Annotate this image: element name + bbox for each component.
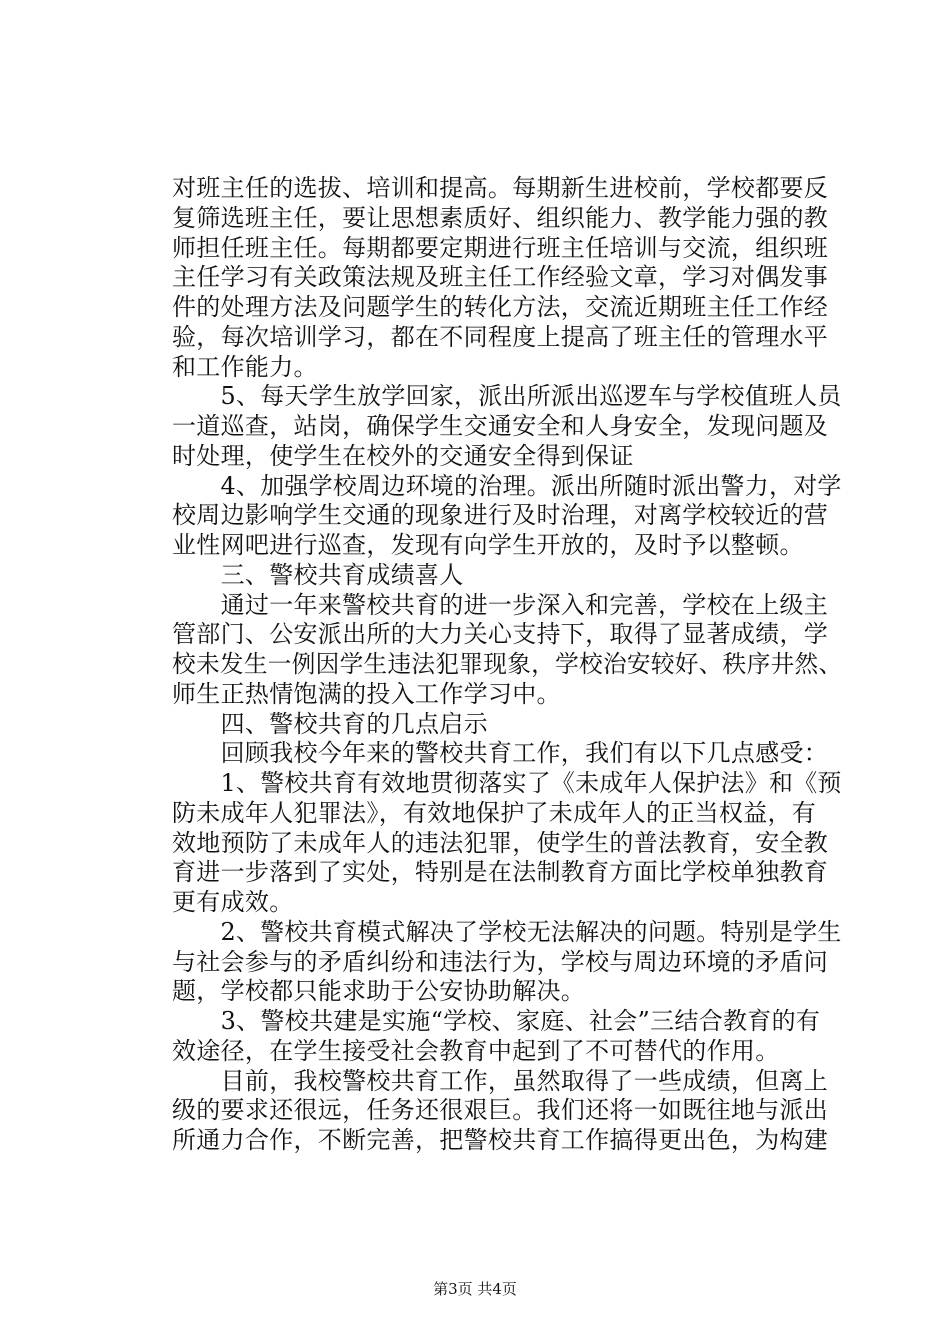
text-line: 三、警校共育成绩喜人 [172, 560, 464, 589]
text-line: 所通力合作，不断完善，把警校共育工作搞得更出色，为构建 [172, 1126, 829, 1154]
text-line: 目前，我校警校共育工作，虽然取得了一些成绩，但离上 [172, 1066, 829, 1095]
page-number: 第3页 共4页 [433, 1280, 517, 1298]
text-line: 对班主任的选拔、培训和提高。每期新生进校前，学校都要反 [172, 174, 829, 202]
text-line: 四、警校共育的几点启示 [172, 709, 488, 738]
text-line: 管部门、公安派出所的大力关心支持下，取得了显著成绩，学 [172, 620, 829, 649]
text-line: 育进一步落到了实处，特别是在法制教育方面比学校单独教育 [172, 858, 829, 887]
text-line: 1、警校共育有效地贯彻落实了《未成年人保护法》和《预 [172, 769, 842, 797]
text-line: 和工作能力。 [172, 352, 318, 381]
text-line: 5、每天学生放学回家，派出所派出巡逻车与学校值班人员 [172, 382, 842, 411]
text-line: 更有成效。 [172, 888, 294, 916]
text-line: 件的处理方法及问题学生的转化方法，交流近期班主任工作经 [172, 293, 829, 321]
text-line: 时处理，使学生在校外的交通安全得到保证 [172, 441, 634, 470]
text-line: 师担任班主任。每期都要定期进行班主任培训与交流，组织班 [172, 233, 829, 262]
text-line: 通过一年来警校共育的进一步深入和完善，学校在上级主 [172, 590, 829, 619]
text-line: 防未成年人犯罪法》，有效地保护了未成年人的正当权益，有 [172, 798, 817, 827]
text-line: 校未发生一例因学生违法犯罪现象，学校治安较好、秩序井然、 [172, 650, 843, 678]
text-line: 一道巡查，站岗，确保学生交通安全和人身安全，发现问题及 [172, 412, 829, 440]
text-line: 题，学校都只能求助于公安协助解决。 [172, 977, 586, 1006]
text-line: 2、警校共育模式解决了学校无法解决的问题。特别是学生 [172, 917, 842, 946]
text-line: 效途径，在学生接受社会教育中起到了不可替代的作用。 [172, 1036, 780, 1065]
text-line: 回顾我校今年来的警校共育工作，我们有以下几点感受： [172, 739, 829, 768]
document-body [172, 174, 842, 1156]
text-line: 4、加强学校周边环境的治理。派出所随时派出警力，对学 [172, 471, 842, 500]
text-line: 效地预防了未成年人的违法犯罪，使学生的普法教育，安全教 [172, 828, 829, 857]
text-line: 与社会参与的矛盾纠纷和违法行为，学校与周边环境的矛盾问 [172, 947, 829, 976]
text-line: 复筛选班主任，要让思想素质好、组织能力、教学能力强的教 [172, 203, 829, 232]
text-line: 师生正热情饱满的投入工作学习中。 [172, 679, 561, 708]
text-line: 验，每次培训学习，都在不同程度上提高了班主任的管理水平 [172, 322, 829, 351]
text-line: 业性网吧进行巡查，发现有向学生开放的，及时予以整顿。 [172, 531, 804, 559]
text-line: 校周边影响学生交通的现象进行及时治理，对离学校较近的营 [172, 501, 829, 530]
text-line: 级的要求还很远，任务还很艰巨。我们还将一如既往地与派出 [172, 1096, 829, 1125]
text-line: 3、警校共建是实施“学校、家庭、社会”三结合教育的有 [172, 1007, 821, 1035]
text-line: 主任学习有关政策法规及班主任工作经验文章，学习对偶发事 [172, 263, 829, 292]
